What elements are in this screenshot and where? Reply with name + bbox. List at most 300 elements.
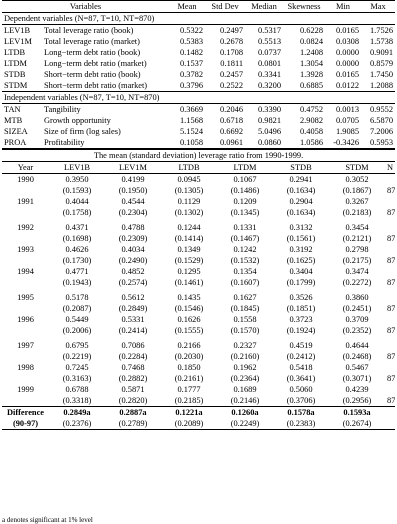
sd-cell: (0.2185) <box>174 396 204 405</box>
mean-cell: 0.1689 <box>233 385 257 394</box>
cell-max: 1.7450 <box>369 70 394 79</box>
mean-cell: 0.1067 <box>233 175 257 184</box>
cell-median: 0.5513 <box>257 37 282 46</box>
mean-cell: 0.4239 <box>345 385 369 394</box>
table-caption: The mean (standard deviation) leverage ratio from 1990-1999. <box>2 150 395 162</box>
mean-cell: 0.3267 <box>345 197 369 206</box>
mean-cell: 0.1435 <box>177 293 201 302</box>
mean-cell: 0.7086 <box>121 341 145 350</box>
mean-cell: 0.5449 <box>65 315 89 324</box>
difference-cell: 0.1593a <box>329 407 385 419</box>
cell-skew: 0.6228 <box>299 26 324 35</box>
sd-cell: (0.1302) <box>174 208 204 217</box>
sd-cell: (0.1799) <box>286 278 316 287</box>
header-mean: Mean <box>169 1 205 13</box>
mean-cell: 0.3709 <box>345 315 369 324</box>
table-row <box>2 104 395 116</box>
mean-cell: 0.1558 <box>233 315 257 324</box>
empty-cell <box>2 233 49 244</box>
empty-cell <box>2 325 49 336</box>
variable-description: Size of firm (log sales) <box>44 127 121 136</box>
cell-min: 0.0013 <box>335 105 360 114</box>
mean-cell: 0.3526 <box>289 293 313 302</box>
year-sd-row <box>2 185 395 196</box>
sd-cell: (0.2352) <box>342 326 372 335</box>
cell-median: 0.0801 <box>257 59 282 68</box>
table-row <box>2 69 395 80</box>
sd-cell: (0.2087) <box>62 304 92 313</box>
difference-cell: 0.1221a <box>161 407 217 419</box>
sd-cell: (0.2574) <box>118 278 148 287</box>
cell-mean: 0.5383 <box>179 37 204 46</box>
column-header: LEV1B <box>49 162 105 174</box>
mean-cell: 0.1626 <box>177 315 201 324</box>
sd-cell: (0.3318) <box>62 396 92 405</box>
variable-description: Profitability <box>42 137 169 149</box>
empty-cell <box>385 314 395 325</box>
cell-skew: 0.4058 <box>299 127 324 136</box>
variable-code: LTDB <box>4 48 26 57</box>
mean-cell: 0.4626 <box>65 245 89 254</box>
cell-mean: 0.1537 <box>179 59 204 68</box>
empty-cell <box>385 362 395 373</box>
mean-cell: 0.5612 <box>121 293 145 302</box>
mean-cell: 0.2904 <box>289 197 313 206</box>
independent-section-title <box>2 92 395 104</box>
sd-cell: (0.2820) <box>118 396 148 405</box>
year-value-row <box>2 266 395 277</box>
cell-skew: 0.4752 <box>299 105 324 114</box>
sd-cell: (0.1634) <box>286 208 316 217</box>
cell-sd: 0.2497 <box>219 26 244 35</box>
sd-cell: (0.1305) <box>174 186 204 195</box>
year-label: 1994 <box>17 267 34 276</box>
header-min: Min <box>325 1 361 13</box>
sd-cell: (0.1414) <box>174 234 204 243</box>
difference-sd-row <box>2 418 395 430</box>
header-median: Median <box>245 1 283 13</box>
year-sd-row <box>2 373 395 384</box>
cell-mean: 0.1482 <box>179 48 204 57</box>
mean-cell: 0.1242 <box>233 245 257 254</box>
column-header: N <box>387 163 394 172</box>
sd-cell: (0.2849) <box>118 304 148 313</box>
sd-cell: (0.1698) <box>62 234 92 243</box>
sd-cell: (0.1461) <box>174 278 204 287</box>
cell-skew: 1.3054 <box>299 59 324 68</box>
n-cell: 87 <box>387 374 396 383</box>
cell-median: 5.0496 <box>257 127 282 136</box>
cell-sd: 0.2522 <box>205 80 245 92</box>
year-value-row <box>2 314 395 325</box>
difference-period-label: (90-97) <box>2 418 49 430</box>
sd-cell: (0.2272) <box>342 278 372 287</box>
mean-cell: 0.3052 <box>345 175 369 184</box>
year-label: 1993 <box>17 245 34 254</box>
difference-row <box>2 407 395 419</box>
mean-cell: 0.6788 <box>65 385 89 394</box>
year-label: 1995 <box>17 293 34 302</box>
empty-cell <box>2 303 49 314</box>
cell-mean: 5.1524 <box>179 127 204 136</box>
column-header: LEV1M <box>105 162 161 174</box>
mean-cell: 0.1295 <box>177 267 201 276</box>
mean-cell: 0.5060 <box>289 385 313 394</box>
n-cell: 87 <box>387 256 396 265</box>
mean-cell: 0.4644 <box>345 341 369 350</box>
dependent-rows <box>2 25 395 92</box>
year-value-row <box>2 384 395 395</box>
variable-code: LEV1B <box>4 26 31 35</box>
n-cell: 87 <box>387 208 396 217</box>
mean-cell: 0.4519 <box>289 341 313 350</box>
difference-sd-cell: (0.2089) <box>161 418 217 430</box>
mean-cell: 0.1627 <box>233 293 257 302</box>
year-sd-row <box>2 351 395 362</box>
year-sd-row <box>2 233 395 244</box>
variable-description: Long−term debt ratio (book) <box>44 48 141 57</box>
sd-cell: (0.1845) <box>230 304 260 313</box>
sd-cell: (0.2030) <box>174 352 204 361</box>
mean-cell: 0.1354 <box>233 267 257 276</box>
cell-min: 0.0705 <box>335 116 360 125</box>
cell-max: 1.5738 <box>369 37 394 46</box>
summary-header-row <box>2 1 395 13</box>
mean-cell: 0.4852 <box>121 267 145 276</box>
cell-median: 0.3390 <box>257 105 282 114</box>
cell-skew: 0.0824 <box>299 37 324 46</box>
difference-sd-cell: (0.2789) <box>105 418 161 430</box>
yearly-leverage-table <box>2 149 395 430</box>
cell-median: 0.3200 <box>245 80 283 92</box>
difference-label: Difference <box>2 407 49 419</box>
sd-cell: (0.1730) <box>62 256 92 265</box>
sd-cell: (0.2956) <box>342 396 372 405</box>
mean-cell: 0.4788 <box>121 223 145 232</box>
variable-description: Short−term debt ratio (market) <box>42 80 169 92</box>
variable-description: Total leverage ratio (market) <box>44 37 140 46</box>
mean-cell: 0.1244 <box>177 223 201 232</box>
cell-sd: 0.1708 <box>219 48 244 57</box>
mean-cell: 0.2941 <box>289 175 313 184</box>
section-title: Dependent variables (N=87, T=10, NT=870) <box>2 13 395 25</box>
mean-cell: 0.3132 <box>289 223 313 232</box>
variable-code: LTDM <box>4 59 27 68</box>
header-max: Max <box>361 1 395 13</box>
table-row <box>2 115 395 126</box>
mean-cell: 0.3950 <box>65 175 89 184</box>
column-header: STDM <box>329 162 385 174</box>
mean-cell: 0.3474 <box>345 267 369 276</box>
yearly-header-row <box>2 162 395 174</box>
empty-cell <box>385 340 395 351</box>
mean-cell: 0.1962 <box>233 363 257 372</box>
mean-cell: 0.4199 <box>121 175 145 184</box>
mean-cell: 0.5467 <box>345 363 369 372</box>
column-header: Year <box>2 162 49 174</box>
year-label: 1992 <box>17 223 34 232</box>
sd-cell: (0.1467) <box>230 234 260 243</box>
sd-cell: (0.2304) <box>118 208 148 217</box>
empty-cell <box>2 185 49 196</box>
cell-mean: 0.3796 <box>169 80 205 92</box>
sd-cell: (0.1546) <box>174 304 204 313</box>
cell-max: 0.5953 <box>361 137 395 149</box>
cell-skew: 1.2408 <box>299 48 324 57</box>
mean-cell: 0.3860 <box>345 293 369 302</box>
empty-cell <box>385 244 395 255</box>
difference-cell: 0.2849a <box>49 407 105 419</box>
cell-min: 0.0000 <box>335 59 360 68</box>
year-value-row <box>2 174 395 186</box>
cell-median: 0.3341 <box>257 70 282 79</box>
year-label: 1990 <box>17 175 34 184</box>
cell-skew: 2.9082 <box>299 116 324 125</box>
sd-cell: (0.3071) <box>342 374 372 383</box>
sd-cell: (0.3706) <box>286 396 316 405</box>
cell-max: 7.2006 <box>369 127 394 136</box>
year-sd-row <box>2 325 395 336</box>
mean-cell: 0.5331 <box>121 315 145 324</box>
mean-cell: 0.3404 <box>289 267 313 276</box>
cell-min: 1.9085 <box>335 127 360 136</box>
n-cell: 87 <box>387 304 396 313</box>
header-skewness: Skewness <box>283 1 325 13</box>
mean-cell: 0.1129 <box>177 197 201 206</box>
sd-cell: (0.1529) <box>174 256 204 265</box>
table-row <box>2 36 395 47</box>
variable-code: MTB <box>4 116 23 125</box>
sd-cell: (0.2219) <box>62 352 92 361</box>
column-header: STDB <box>273 162 329 174</box>
empty-cell <box>2 373 49 384</box>
sd-cell: (0.1625) <box>286 256 316 265</box>
cell-mean: 1.1568 <box>179 116 204 125</box>
mean-cell: 0.4544 <box>121 197 145 206</box>
cell-min: 0.0122 <box>325 80 361 92</box>
difference-sd-cell: (0.2383) <box>273 418 329 430</box>
mean-cell: 0.3454 <box>345 223 369 232</box>
sd-cell: (0.1950) <box>118 186 148 195</box>
table-row <box>2 137 395 149</box>
year-label: 1996 <box>17 315 34 324</box>
variable-description: Short−term debt ratio (book) <box>44 70 141 79</box>
year-sd-row <box>2 277 395 288</box>
variable-description: Long−term debt ratio (market) <box>44 59 147 68</box>
sd-cell: (0.1851) <box>286 304 316 313</box>
year-label: 1997 <box>17 341 34 350</box>
year-sd-row <box>2 395 395 407</box>
sd-cell: (0.3641) <box>286 374 316 383</box>
empty-cell <box>385 384 395 395</box>
difference-cell: 0.1578a <box>273 407 329 419</box>
sd-cell: (0.2490) <box>118 256 148 265</box>
n-cell: 87 <box>387 326 396 335</box>
variable-code: TAN <box>4 105 21 114</box>
header-variables: Variables <box>2 1 169 13</box>
variable-code: LEV1M <box>4 37 32 46</box>
sd-cell: (0.1561) <box>286 234 316 243</box>
cell-mean: 0.3669 <box>179 105 204 114</box>
mean-cell: 0.2798 <box>345 245 369 254</box>
difference-cell: 0.1260a <box>217 407 273 419</box>
sd-cell: (0.1555) <box>174 326 204 335</box>
year-label: 1998 <box>17 363 34 372</box>
sd-cell: (0.2160) <box>230 352 260 361</box>
sd-cell: (0.2468) <box>342 352 372 361</box>
cell-mean: 0.1058 <box>169 137 205 149</box>
section-title: Independent variables (N=87, T=10, NT=870) <box>2 92 395 104</box>
cell-sd: 0.2678 <box>219 37 244 46</box>
sd-cell: (0.2309) <box>118 234 148 243</box>
cell-skew: 1.0586 <box>283 137 325 149</box>
mean-cell: 0.5418 <box>289 363 313 372</box>
cell-min: 0.0165 <box>335 26 360 35</box>
table-row <box>2 25 395 37</box>
independent-rows <box>2 104 395 149</box>
cell-mean: 0.5322 <box>179 26 204 35</box>
mean-cell: 0.1349 <box>177 245 201 254</box>
year-sd-row <box>2 207 395 218</box>
variable-code: STDB <box>4 70 26 79</box>
sd-cell: (0.1867) <box>342 186 372 195</box>
cell-max: 0.9091 <box>369 48 394 57</box>
variable-description: Tangibility <box>44 105 81 114</box>
cell-max: 0.9552 <box>369 105 394 114</box>
mean-cell: 0.3723 <box>289 315 313 324</box>
year-label: 1999 <box>17 385 34 394</box>
mean-cell: 0.4771 <box>65 267 89 276</box>
table-row <box>2 47 395 58</box>
cell-sd: 0.6718 <box>219 116 244 125</box>
year-value-row <box>2 362 395 373</box>
variable-code: STDM <box>2 80 42 92</box>
n-cell: 87 <box>387 278 396 287</box>
variable-description: Total leverage ratio (book) <box>44 26 134 35</box>
year-value-row <box>2 196 395 207</box>
cell-median: 0.0860 <box>245 137 283 149</box>
mean-cell: 0.5871 <box>121 385 145 394</box>
cell-sd: 0.1811 <box>220 59 244 68</box>
mean-cell: 0.1850 <box>177 363 201 372</box>
mean-cell: 0.4044 <box>65 197 89 206</box>
empty-cell <box>2 207 49 218</box>
table-row <box>2 80 395 92</box>
sd-cell: (0.1532) <box>230 256 260 265</box>
sd-cell: (0.1634) <box>286 186 316 195</box>
empty-cell <box>385 407 395 419</box>
empty-cell <box>2 255 49 266</box>
mean-cell: 0.6795 <box>65 341 89 350</box>
sd-cell: (0.2412) <box>286 352 316 361</box>
yearly-caption-row <box>2 150 395 162</box>
n-cell: 87 <box>387 186 396 195</box>
difference-cell: 0.2887a <box>105 407 161 419</box>
summary-statistics-table <box>2 0 395 149</box>
cell-skew: 1.3928 <box>299 70 324 79</box>
sd-cell: (0.2882) <box>118 374 148 383</box>
sd-cell: (0.2364) <box>230 374 260 383</box>
yearly-rows <box>2 174 395 430</box>
year-value-row <box>2 222 395 233</box>
n-cell: 87 <box>387 234 396 243</box>
empty-cell <box>385 292 395 303</box>
mean-cell: 0.7245 <box>65 363 89 372</box>
sd-cell: (0.1486) <box>230 186 260 195</box>
cell-max: 1.2088 <box>361 80 395 92</box>
empty-cell <box>385 418 395 430</box>
cell-min: 0.0308 <box>335 37 360 46</box>
year-value-row <box>2 340 395 351</box>
cell-sd: 0.2046 <box>219 105 244 114</box>
sd-cell: (0.2146) <box>230 396 260 405</box>
cell-max: 1.7526 <box>369 26 394 35</box>
sd-cell: (0.1345) <box>230 208 260 217</box>
mean-cell: 0.4371 <box>65 223 89 232</box>
header-std-dev: Std Dev <box>205 1 245 13</box>
cell-sd: 0.2457 <box>219 70 244 79</box>
empty-cell <box>2 277 49 288</box>
cell-median: 0.5317 <box>257 26 282 35</box>
sd-cell: (0.1924) <box>286 326 316 335</box>
sd-cell: (0.2284) <box>118 352 148 361</box>
sd-cell: (0.2183) <box>342 208 372 217</box>
mean-cell: 0.2327 <box>233 341 257 350</box>
n-cell: 87 <box>387 352 396 361</box>
empty-cell <box>385 174 395 186</box>
table-row <box>2 58 395 69</box>
cell-max: 6.5870 <box>369 116 394 125</box>
sd-cell: (0.1943) <box>62 278 92 287</box>
sd-cell: (0.1758) <box>62 208 92 217</box>
empty-cell <box>2 351 49 362</box>
cell-max: 0.8579 <box>369 59 394 68</box>
sd-cell: (0.1607) <box>230 278 260 287</box>
mean-cell: 0.3192 <box>289 245 313 254</box>
mean-cell: 0.1331 <box>233 223 257 232</box>
variable-code: PROA <box>2 137 42 149</box>
sd-cell: (0.1570) <box>230 326 260 335</box>
sd-cell: (0.2414) <box>118 326 148 335</box>
column-header: LTDM <box>217 162 273 174</box>
sd-cell: (0.2451) <box>342 304 372 313</box>
year-value-row <box>2 292 395 303</box>
year-sd-row <box>2 303 395 314</box>
difference-sd-cell: (0.2249) <box>217 418 273 430</box>
cell-min: 0.0000 <box>335 48 360 57</box>
n-cell: 87 <box>387 396 396 405</box>
difference-sd-cell: (0.2674) <box>329 418 385 430</box>
difference-sd-cell: (0.2376) <box>49 418 105 430</box>
mean-cell: 0.1777 <box>177 385 201 394</box>
cell-min: 0.0165 <box>335 70 360 79</box>
sd-cell: (0.2121) <box>342 234 372 243</box>
dependent-section-title <box>2 13 395 25</box>
cell-skew: 0.6885 <box>283 80 325 92</box>
cell-mean: 0.3782 <box>179 70 204 79</box>
column-header: LTDB <box>161 162 217 174</box>
cell-min: -0.3426 <box>325 137 361 149</box>
sd-cell: (0.2161) <box>174 374 204 383</box>
sd-cell: (0.1593) <box>62 186 92 195</box>
variable-code: SIZEA <box>4 127 28 136</box>
mean-cell: 0.5178 <box>65 293 89 302</box>
sd-cell: (0.2006) <box>62 326 92 335</box>
empty-cell <box>385 196 395 207</box>
variable-description: Growth opportunity <box>44 116 111 125</box>
mean-cell: 0.0945 <box>177 175 201 184</box>
table-row <box>2 126 395 137</box>
